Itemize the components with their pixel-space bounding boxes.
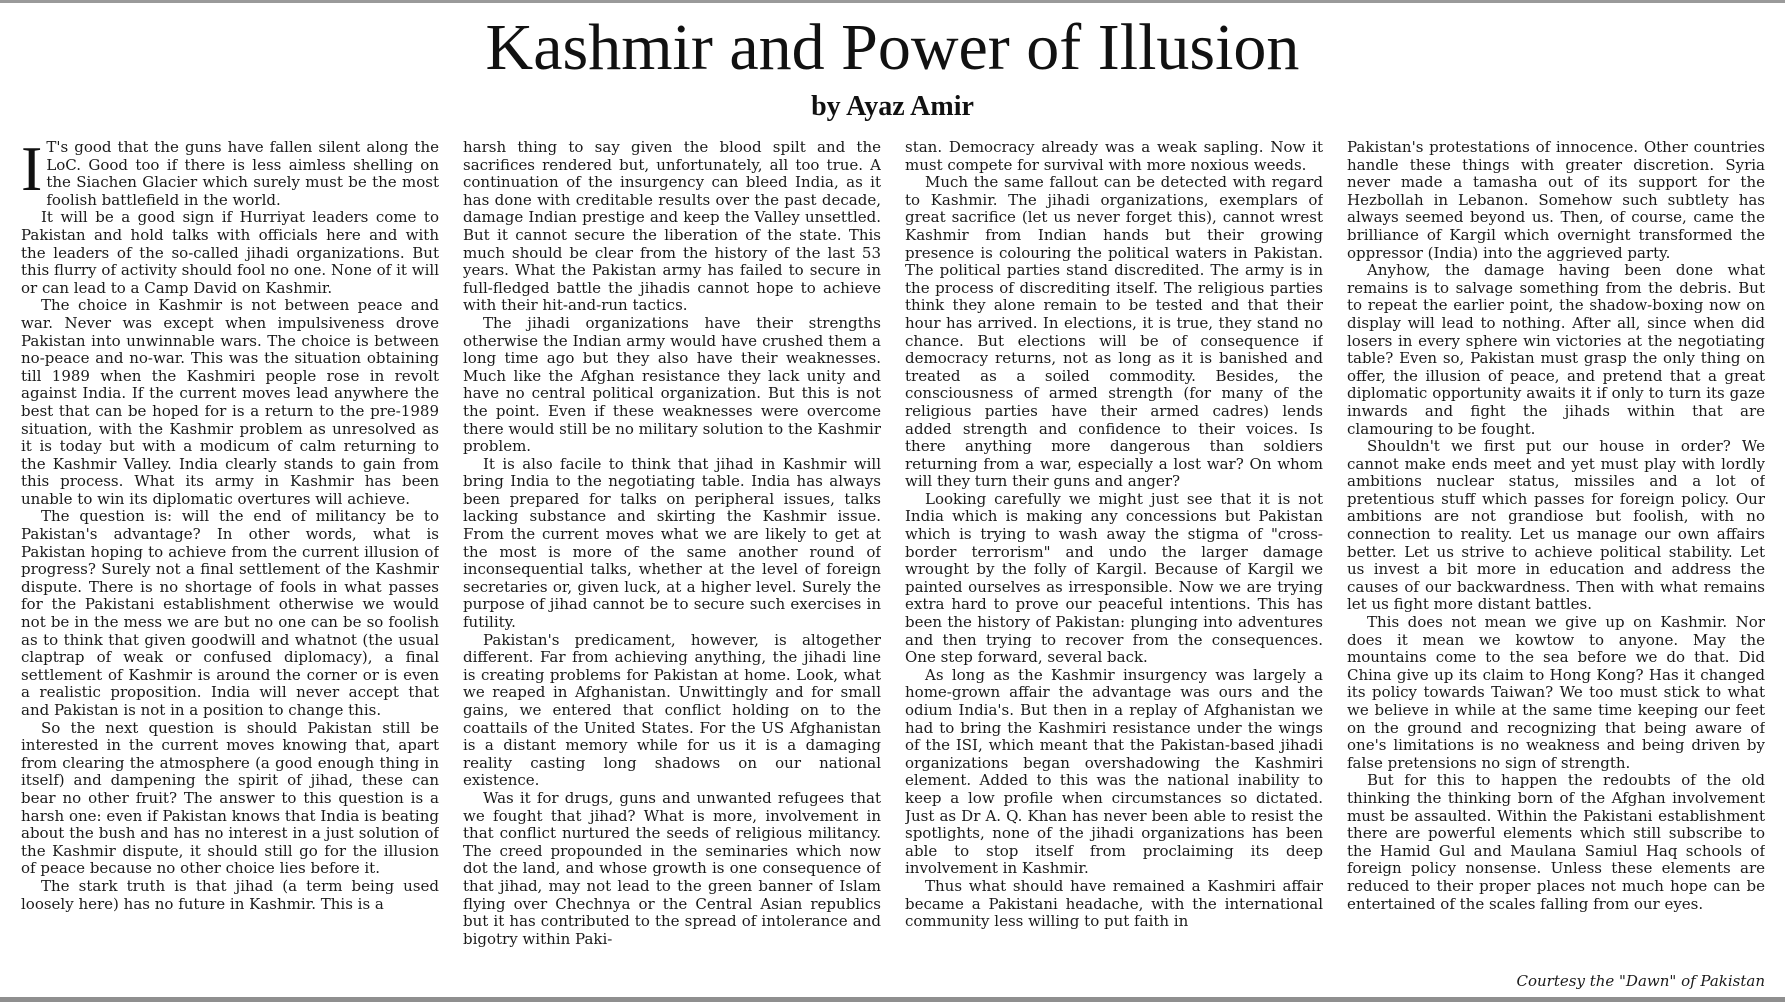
paragraph: So the next question is should Pakistan still be interested in the current moves knowing that, apart from clearing the atmosphere (a good enough thing in itself) and dampening the spirit of jihad, these can bear no other fruit? The answer to this question is a harsh one: even if Pakistan knows that India is beating about the bush and has no interest in a just solution of the Kashmir dispute, it should still go for the illusion of peace because no other choice lies before it.: [21, 718, 439, 878]
paragraph: This does not mean we give up on Kashmir. Nor does it mean we kowtow to anyone. May the mountains come to the sea before we do that. Did China give up its claim to Hong Kong? Has it changed its policy towards Taiwan? We too must stick to what we believe in while at the same time keeping our feet on the ground and recognizing that being aware of one's limitations is no weakness and being driven by false pretensions no sign of strength.: [1347, 613, 1765, 772]
paragraph: The question is: will the end of militancy be to Pakistan's advantage? In other words, what is Pakistan hoping to achieve from the current illusion of progress? Surely not a final settlement of the Kashmir dispute. There is no shortage of fools in what passes for the Pakistani establishment otherwise we would not be in the mess we are but no one can be so foolish as to think that given goodwill and whatnot (the usual claptrap of weak or confused diplomacy), a final settlement of Kashmir is around the corner or is even a realistic proposition. India will never accept that and Pakistan is not in a position to change this.: [21, 507, 439, 719]
article-headline: Kashmir and Power of Illusion: [485, 11, 1300, 84]
paragraph: The stark truth is that jihad (a term being used loosely here) has no future in Kashmir. This is a: [21, 876, 439, 913]
source-credit: Courtesy the "Dawn" of Pakistan: [1516, 972, 1765, 990]
paragraph: Anyhow, the damage having been done what remains is to salvage something from the debris. But to repeat the earlier point, the shadow-boxing now on display will lead to nothing. After all, since when did losers in every sphere win victories at the negotiating table? Even so, Pakistan must grasp the only thing on offer, the illusion of peace, and pretend that a great diplomatic opportunity awaits it if only to turn its gaze inwards and fight the jihads within that are clamouring to be fought.: [1347, 261, 1765, 438]
paragraph-text: T's good that the guns have fallen silent along the LoC. Good too if there is less aimless shelling on the Siachen Glacier which surely must be the most foolish battlefield in the world.: [46, 139, 439, 209]
drop-cap: I: [21, 139, 43, 204]
paragraph: It will be a good sign if Hurriyat leaders come to Pakistan and hold talks with officials here and with the leaders of the so-called jihadi organizations. But this flurry of activity should fool no one. None of it will or can lead to a Camp David on Kashmir.: [21, 208, 439, 297]
top-rule: [0, 0, 1785, 3]
paragraph: Shouldn't we first put our house in order? We cannot make ends meet and yet must play with lordly ambitions nuclear status, missiles and a lot of pretentious stuff which passes for foreign policy. Our ambitions are not grandiose but foolish, with no connection to reality. Let us manage our own affairs better. Let us strive to achieve political stability. Let us invest a bit more in education and address the causes of our backwardness. Then with what remains let us fight more distant battles.: [1347, 437, 1765, 614]
paragraph: Was it for drugs, guns and unwanted refugees that we fought that jihad? What is more, involvement in that conflict nurtured the seeds of religious militancy. The creed propounded in the seminaries which now dot the land, and whose growth is one consequence of that jihad, may not lead to the green banner of Islam flying over Chechnya or the Central Asian republics but it has contributed to the spread of intolerance and bigotry within Paki-: [463, 788, 881, 948]
paragraph: It is also facile to think that jihad in Kashmir will bring India to the negotiating table. India has always been prepared for talks on peripheral issues, talks lacking substance and skirting the Kashmir issue. From the current moves what we are likely to get at the most is more of the same another round of inconsequential talks, whether at the level of foreign secretaries or, given luck, at a higher level. Surely the purpose of jihad cannot be to secure such exercises in futility.: [463, 454, 881, 632]
article-byline: by Ayaz Amir: [811, 91, 974, 122]
paragraph: The jihadi organizations have their strengths otherwise the Indian army would have crushed them a long time ago but they also have their weaknesses. Much like the Afghan resistance they lack unity and have no central political organization. But this is not the point. Even if these weaknesses were overcome there would still be no military solution to the Kashmir problem.: [463, 313, 881, 456]
paragraph: Much the same fallout can be detected with regard to Kashmir. The jihadi organizations, exemplars of great sacrifice (let us never forget this), cannot wrest Kashmir from Indian hands but their growing presence is colouring the political waters in Pakistan. The political parties stand discredited. The army is in the process of discrediting itself. The religious parties think they alone remain to be tested and that their hour has arrived. In elections, it is true, they stand no chance. But elections will be of consequence if democracy returns, not as long as it is banished and treated as a soiled commodity. Besides, the consciousness of armed strength (for many of the religious parties have their armed cadres) lends added strength and confidence to their voices. Is there anything more dangerous than soldiers returning from a war, especially a lost war? On whom will they turn their guns and anger?: [905, 173, 1323, 491]
bottom-rule: [0, 997, 1785, 1002]
paragraph: The choice in Kashmir is not between peace and war. Never was except when impulsiveness drove Pakistan into unwinnable wars. The choice is between no-peace and no-war. This was the situation obtaining till 1989 when the Kashmiri people rose in revolt against India. If the current moves lead anywhere the best that can be hoped for is a return to the pre-1989 situation, with the Kashmir problem as unresolved as it is today but with a modicum of calm returning to the Kashmir Valley. India clearly stands to gain from this process. What its army in Kashmir has been unable to win its diplomatic overtures will achieve.: [21, 296, 439, 508]
paragraph: Pakistan's predicament, however, is altogether different. Far from achieving anything, the jihadi line is creating problems for Pakistan at home. Look, what we reaped in Afghanistan. Unwittingly and for small gains, we entered that conflict holding on to the coattails of the United States. For the US Afghanistan is a distant memory while for us it is a damaging reality casting long shadows on our national existence.: [463, 630, 881, 790]
paragraph: But for this to happen the redoubts of the old thinking the thinking born of the Afghan involvement must be assaulted. Within the Pakistani establishment there are powerful elements which still subscribe to the Hamid Gul and Maulana Samiul Haq schools of foreign policy nonsense. Unless these elements are reduced to their proper places not much hope can be entertained of the scales falling from our eyes.: [1347, 771, 1765, 913]
article-column-3: [905, 139, 1323, 991]
paragraph: Looking carefully we might just see that it is not India which is making any concessions but Pakistan which is trying to wash away the stigma of "cross-border terrorism" and undo the larger damage wrought by the folly of Kargil. Because of Kargil we painted ourselves as irresponsible. Now we are trying extra hard to prove our peaceful intentions. This has been the history of Pakistan: plunging into adventures and then trying to recover from the consequences. One step forward, several back.: [905, 489, 1323, 667]
paragraph: [21, 139, 439, 209]
paragraph: harsh thing to say given the blood spilt and the sacrifices rendered but, unfortunately, all too true. A continuation of the insurgency can bleed India, as it has done with creditable results over the past decade, damage Indian prestige and keep the Valley unsettled. But it cannot secure the liberation of the state. This much should be clear from the history of the last 53 years. What the Pakistan army has failed to secure in full-fledged battle the jihadis cannot hope to achieve with their hit-and-run tactics.: [463, 139, 881, 315]
article-column-1: [21, 139, 439, 991]
article-column-4: [1347, 139, 1765, 991]
paragraph: Thus what should have remained a Kashmiri affair became a Pakistani headache, with the international community less willing to put faith in: [905, 876, 1323, 931]
paragraph: stan. Democracy already was a weak sapling. Now it must compete for survival with more noxious weeds.: [905, 139, 1323, 174]
paragraph: Pakistan's protestations of innocence. Other countries handle these things with greater discretion. Syria never made a tamasha out of its support for the Hezbollah in Lebanon. Somehow such subtlety has always seemed beyond us. Then, of course, came the brilliance of Kargil which overnight transformed the oppressor (India) into the aggrieved party.: [1347, 139, 1765, 262]
paragraph: As long as the Kashmir insurgency was largely a home-grown affair the advantage was ours and the odium India's. But then in a replay of Afghanistan we had to bring the Kashmiri resistance under the wings of the ISI, which meant that the Pakistan-based jihadi organizations began overshadowing the Kashmiri element. Added to this was the national inability to keep a low profile when circumstances so dictated. Just as Dr A. Q. Khan has never been able to resist the spotlights, none of the jihadi organizations has been able to stop itself from proclaiming its deep involvement in Kashmir.: [905, 665, 1323, 878]
article-column-2: [463, 139, 881, 991]
